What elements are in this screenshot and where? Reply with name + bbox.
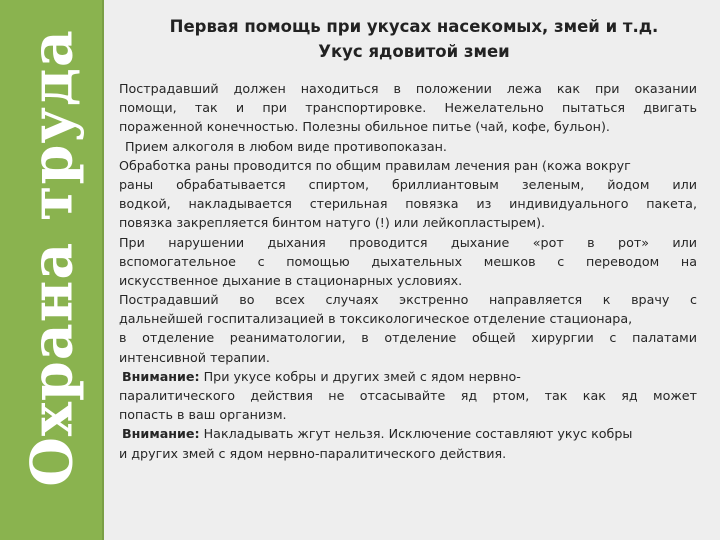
warning-1-line-1 — [119, 367, 697, 386]
sidebar-title: Охрана труда — [18, 29, 86, 487]
sidebar-panel — [0, 0, 104, 540]
text-line: Пострадавший должен находиться в положении лежа как при оказании — [119, 81, 697, 96]
page-title-line-1: Первая помощь при укусах насекомых, змей и т.д. — [169, 17, 659, 36]
text-line: пораженной конечностью. Полезны обильное питье (чай, кофе, бульон). — [119, 119, 610, 135]
page-title-line-2: Укус ядовитой змеи — [318, 42, 510, 61]
text-line: помощи, так и при транспортировке. Нежелательно пытаться двигать — [119, 100, 697, 116]
warning-2-line-2: и других змей с ядом нервно-паралитического действия. — [119, 445, 507, 461]
warning-1-label: Внимание: — [122, 368, 200, 384]
text-line: раны обрабатывается спиртом, бриллиантовым зеленым, йодом или — [119, 176, 697, 192]
text-line: Обработка раны проводится по общим правилам лечения ран (кожа вокруг — [119, 157, 631, 173]
text-line: вспомогательное с помощью дыхательных мешков с переводом на — [119, 253, 697, 269]
text-line: искусственное дыхание в стационарных условиях. — [119, 272, 463, 288]
text-line: интенсивной терапии. — [119, 349, 270, 365]
text-line: Пострадавший во всех случаях экстренно направляется к врачу с — [119, 292, 697, 308]
text-line: Прием алкоголя в любом виде противопоказан. — [125, 138, 447, 154]
text-line: повязка закрепляется бинтом натуго (!) или лейкопластырем). — [119, 215, 546, 231]
text-line: в отделение реаниматологии, в отделение общей хирургии с палатами — [119, 330, 697, 346]
warning-2-label: Внимание: — [122, 426, 200, 442]
text-line: При нарушении дыхания проводится дыхание «рот в рот» или — [119, 234, 697, 250]
page-title — [108, 14, 720, 64]
warning-2-line-1 — [119, 424, 697, 443]
text-line: дальнейшей госпитализацией в токсикологическое отделение стационара, — [119, 311, 633, 327]
warning-1-line-2: паралитического действия не отсасывайте яд ртом, так как яд может — [119, 388, 697, 403]
text-line: водкой, накладывается стерильная повязка из индивидуального пакета, — [119, 196, 697, 212]
warning-1-line-3: попасть в ваш организм. — [119, 407, 287, 423]
content-body — [119, 79, 697, 463]
warning-2-text: Накладывать жгут нельзя. Исключение составляют укус кобры — [199, 426, 633, 442]
warning-1-text: При укусе кобры и других змей с ядом нервно- — [199, 368, 521, 384]
